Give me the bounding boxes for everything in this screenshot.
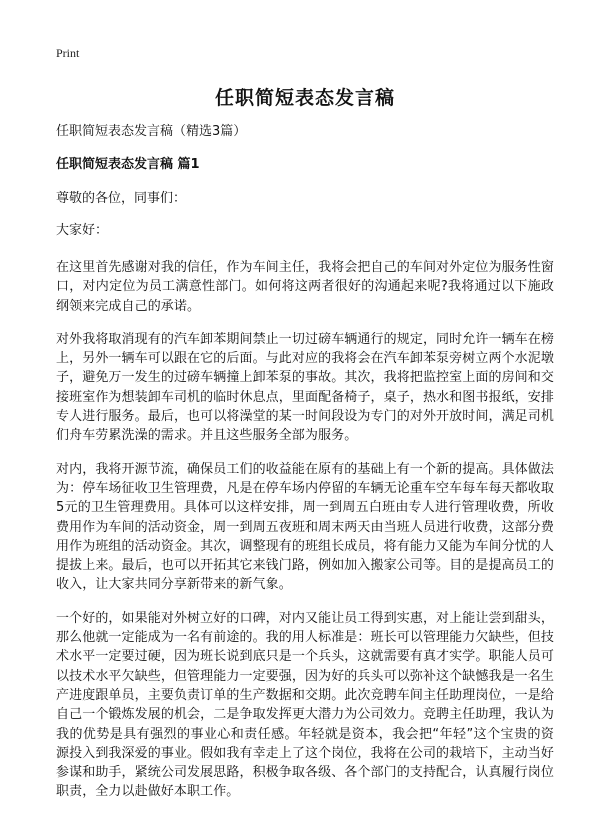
- section-heading: 任职简短表态发言稿 篇1: [56, 157, 200, 172]
- document-subtitle: 任职简短表态发言稿（精选3篇）: [56, 124, 247, 139]
- document-title: 任职简短表态发言稿: [214, 87, 395, 109]
- salutation-line: 大家好：: [56, 223, 109, 238]
- print-label: Print: [56, 46, 80, 60]
- body-paragraph-1: 在这里首先感谢对我的信任，作为车间主任，我将会把自己的车间对外定位为服务性窗口，对内定位为员工满意性部门。如何将这两者很好的沟通起来呢?我将通过以下施政纲领来完成自己的承诺。: [56, 260, 554, 314]
- greeting-line: 尊敬的各位，同事们：: [56, 191, 187, 206]
- body-paragraph-3: 对内，我将开源节流，确保员工们的收益能在原有的基础上有一个新的提高。具体做法为：停车场征收卫生管理费，凡是在停车场内停留的车辆无论重车空车每车每天都收取5元的卫生管理费用。具体可以这样安排，周一到周五白班由专人进行管理收费，所收费用作为车间的活动资金，周一到周五夜班和周末两天由当班人员进行收费，这部分费用作为班组的活动资金。其次，调整现有的班组长成员，将有能力又能为车间分忧的人提拔上来。最后，也可以开拓其它来钱门路，例如加入搬家公司等。目的是提高员工的收入，让大家共同分享新带来的新气象。: [56, 461, 554, 593]
- body-paragraph-4: 一个好的，如果能对外树立好的口碑，对内又能让员工得到实惠，对上能让尝到甜头，那么他就一定能成为一名有前途的。我的用人标准是：班长可以管理能力欠缺些，但技术水平一定要过硬，因为班长说到底只是一个兵头，这就需要有真才实学。职能人员可以技术水平欠缺些，但管理能力一定要强，因为好的兵头可以弥补这个缺憾我是一名生产进度跟单员，主要负责订单的生产数据和交期。此次竞聘车间主任助理岗位，一是给自己一个锻炼发展的机会，二是争取发挥更大潜力为公司效力。竞聘主任助理，我认为我的优势是具有强烈的事业心和责任感。年轻就是资本，我会把“年轻”这个宝贵的资源投入到我深爱的事业。假如我有幸走上了这个岗位，我将在公司的栽培下，主动当好参谋和助手，紧统公司发展思路，积极争取各级、各个部门的支持配合，认真履行岗位职责，全力以赴做好本职工作。: [56, 610, 554, 800]
- body-paragraph-2: 对外我将取消现有的汽车卸苯期间禁止一切过磅车辆通行的规定，同时允许一辆车在榜上，另外一辆车可以跟在它的后面。与此对应的我将会在汽车卸苯泵旁树立两个水泥墩子，避免万一发生的过磅车辆撞上卸苯泵的事故。其次，我将把监控室上面的房间和交接班室作为想装卸车司机的临时休息点，里面配备椅子，桌子，热水和图书报纸，安排专人进行服务。最后，也可以将澡堂的某一时间段设为专门的对外开放时间，满足司机们舟车劳累洗澡的需求。并且这些服务全部为服务。: [56, 331, 554, 444]
